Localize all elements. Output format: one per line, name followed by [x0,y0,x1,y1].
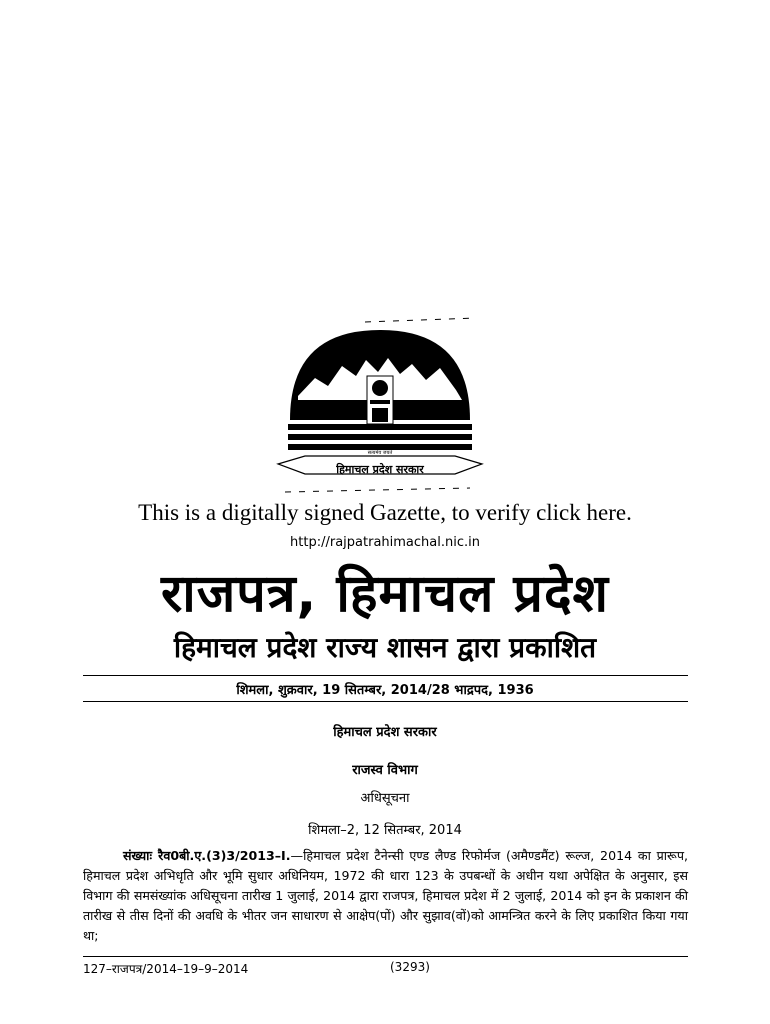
department-heading: राजस्व विभाग [352,763,418,778]
notice-text: —हिमाचल प्रदेश टैनेन्सी एण्ड लैण्ड रिफोर्मज (अमैण्डमैंट) रूल्ज, 2014 का प्रारूप, हिमाचल प्रदेश अभिधृति और भूमि सुधार अधिनियम, 1972 की धारा 123 के उपबन्धों के अधीन यथा अपेक्षित के अनुसार, इस विभाग की समसंख्यांक अधिसूचना तारीख 1 जुलाई, 2014 द्वारा राजपत्र, हिमाचल प्रदेश में 2 जुलाई, 2014 को इन के प्रकाशन की तारीख से तीस दिनों की अवधि के भीतर जन साधारण से आक्षेप(पों) और सुझाव(वों)को आमन्त्रित करने के लिए प्रकाशित किया गया था; [83,848,689,943]
gazette-subtitle: हिमाचल प्रदेश राज्य शासन द्वारा प्रकाशित [173,631,597,664]
divider [83,675,688,676]
signature-verify-link[interactable]: This is a digitally signed Gazette, to verify click here. [138,500,632,525]
notification-heading: अधिसूचना [360,791,410,806]
gazette-title: राजपत्र, हिमाचल प्रदेश [160,564,609,624]
notice-number: संख्याः रैव0बी.ए.(3)3/2013–I. [123,848,291,863]
page-number: (3293) [390,960,430,974]
state-emblem [270,316,490,496]
government-heading: हिमाचल प्रदेश सरकार [333,725,437,740]
place-date: शिमला–2, 12 सितम्बर, 2014 [308,823,462,838]
gazette-url[interactable]: http://rajpatrahimachal.nic.in [290,535,480,550]
footer-divider [83,956,688,957]
issue-dateline: शिमला, शुक्रवार, 19 सितम्बर, 2014/28 भाद्रपद, 1936 [236,683,534,698]
notice-body [83,846,688,946]
footer-reference: 127–राजपत्र/2014–19–9–2014 [83,962,249,976]
emblem-label: हिमाचल प्रदेश सरकार [336,463,424,476]
divider [83,701,688,702]
emblem-motto: सत्यमेव जयते [367,450,393,456]
